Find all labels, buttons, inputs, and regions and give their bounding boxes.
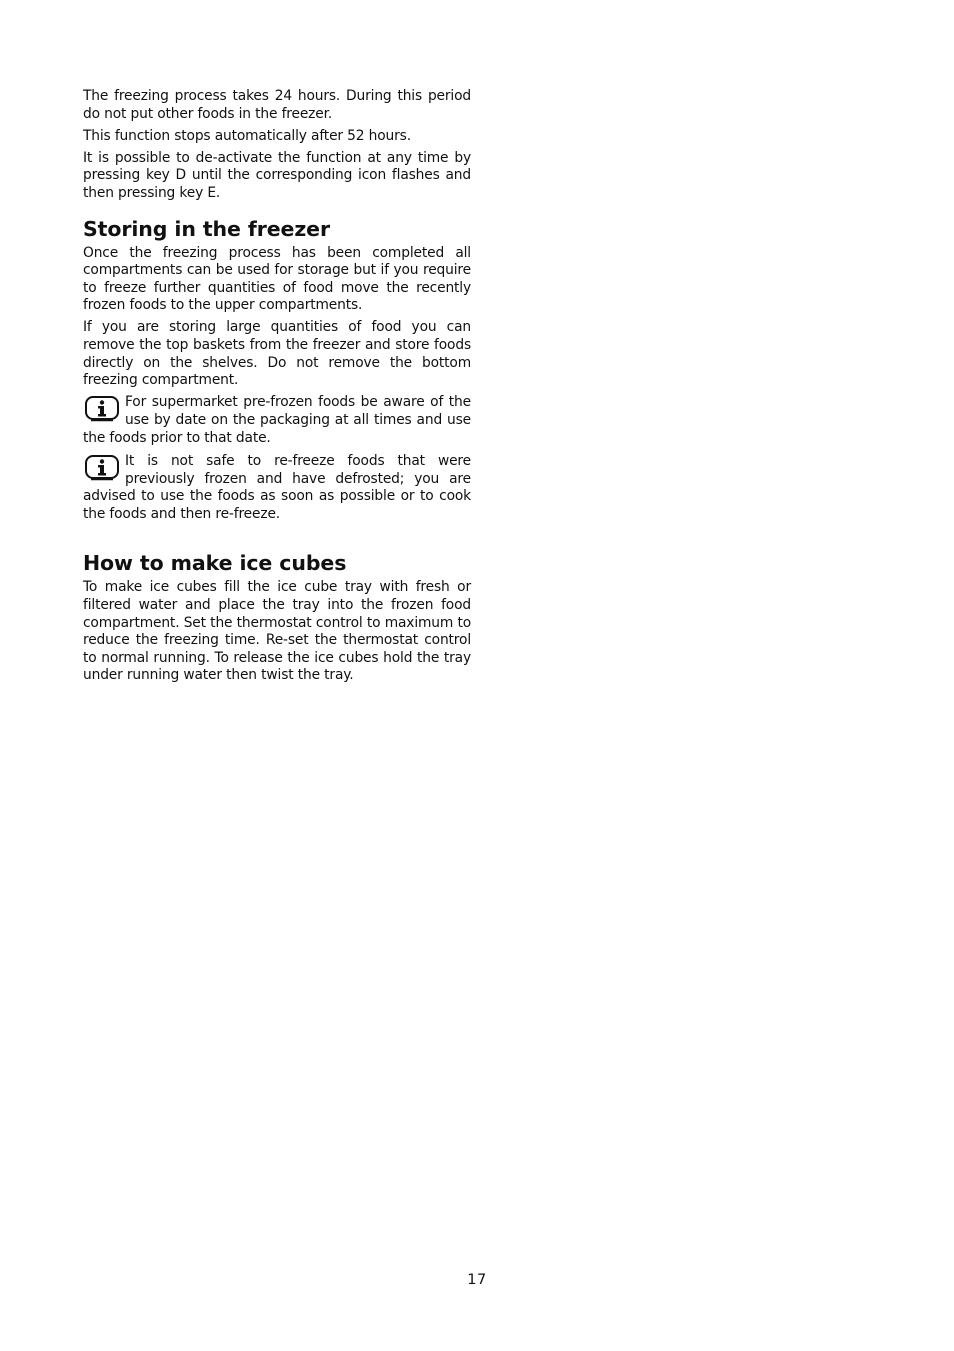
- storing-heading: Storing in the freezer: [83, 216, 330, 241]
- text-column: [83, 88, 471, 690]
- info-note-2: [83, 453, 471, 523]
- ice-cubes-heading: How to make ice cubes: [83, 551, 347, 576]
- info-note-2-text: It is not safe to re-freeze foods that were previously frozen and have defrosted; you are advised to use the foods as soon as possible or to cook the foods and then re-freeze.: [83, 453, 471, 522]
- storing-paragraph-1: Once the freezing process has been completed all compartments can be used for storage but if you require to freeze further quantities of food move the recently frozen foods to the upper compartments.: [83, 244, 471, 314]
- info-note-1: [83, 394, 471, 447]
- info-icon: [85, 396, 119, 422]
- info-icon: [85, 455, 119, 481]
- intro-paragraph-3: It is possible to de-activate the function at any time by pressing key D until the corresponding icon flashes and then pressing key E.: [83, 149, 471, 201]
- info-note-1-text: For supermarket pre-frozen foods be aware of the use by date on the packaging at all times and use the foods prior to that date.: [83, 394, 471, 446]
- page-number: 17: [467, 1272, 487, 1288]
- storing-paragraph-2: If you are storing large quantities of food you can remove the top baskets from the freezer and store foods directly on the shelves. Do not remove the bottom freezing compartment.: [83, 319, 471, 389]
- intro-paragraph-1: The freezing process takes 24 hours. During this period do not put other foods in the freezer.: [83, 88, 471, 122]
- ice-cubes-paragraph: To make ice cubes fill the ice cube tray with fresh or filtered water and place the tray into the frozen food compartment. Set the thermostat control to maximum to reduce the freezing time. Re-set the thermostat control to normal running. To release the ice cubes hold the tray under running water then twist the tray.: [83, 579, 471, 684]
- intro-paragraph-2: This function stops automatically after 52 hours.: [83, 127, 411, 144]
